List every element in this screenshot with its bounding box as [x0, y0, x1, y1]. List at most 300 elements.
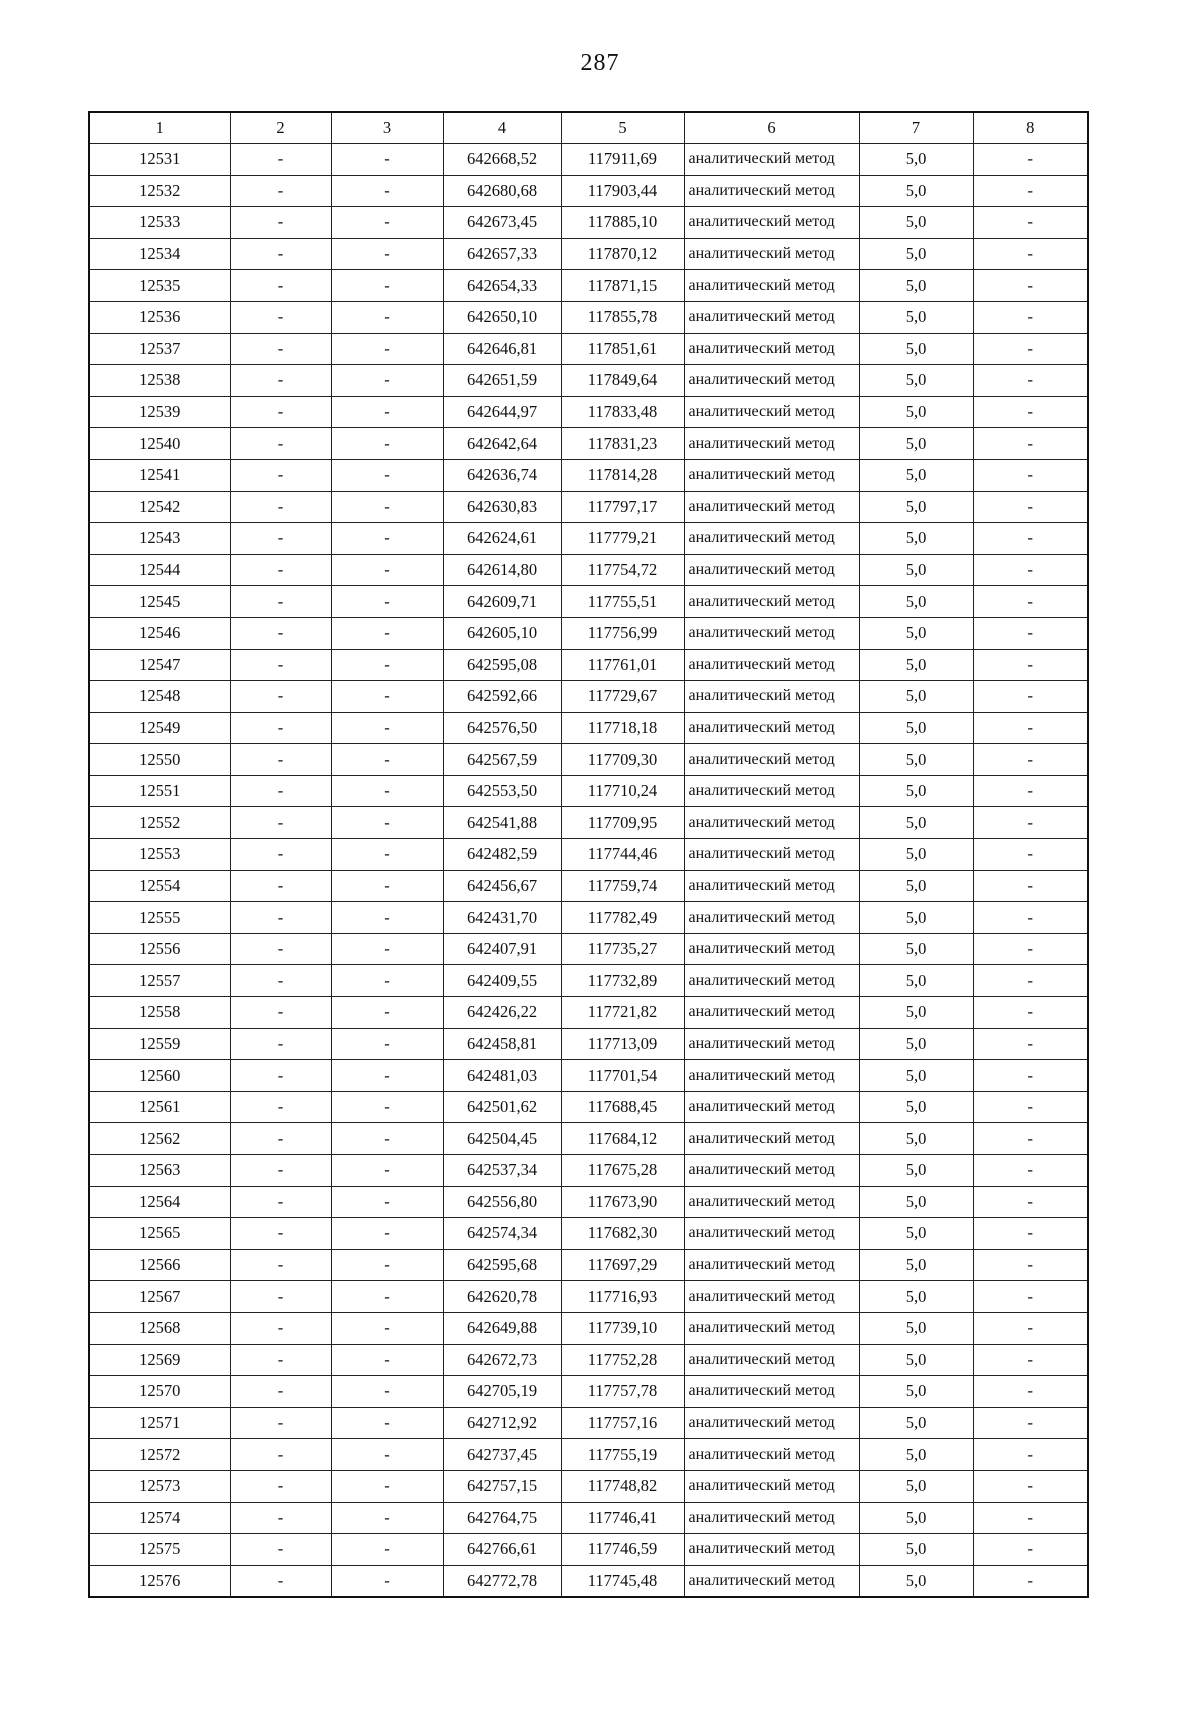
- cell-accuracy: 5,0: [859, 775, 973, 807]
- cell-coord-x: 642409,55: [443, 965, 561, 997]
- table-row: [89, 744, 1088, 776]
- cell-coord-y: 117735,27: [561, 933, 684, 965]
- cell-point-number: 12557: [89, 965, 230, 997]
- cell-accuracy: 5,0: [859, 554, 973, 586]
- cell-col-8: -: [973, 1060, 1088, 1092]
- table-row: [89, 617, 1088, 649]
- cell-coord-x: 642541,88: [443, 807, 561, 839]
- cell-col-8: -: [973, 1344, 1088, 1376]
- cell-coord-y: 117849,64: [561, 365, 684, 397]
- cell-coord-y: 117682,30: [561, 1218, 684, 1250]
- cell-col-3: -: [331, 807, 443, 839]
- cell-coord-y: 117754,72: [561, 554, 684, 586]
- coordinates-table-container: [88, 111, 1087, 1598]
- cell-col-8: -: [973, 428, 1088, 460]
- cell-col-3: -: [331, 1312, 443, 1344]
- cell-col-2: -: [230, 1407, 331, 1439]
- cell-point-number: 12560: [89, 1060, 230, 1092]
- cell-point-number: 12539: [89, 396, 230, 428]
- cell-coord-x: 642624,61: [443, 523, 561, 555]
- cell-coord-y: 117684,12: [561, 1123, 684, 1155]
- cell-col-3: -: [331, 365, 443, 397]
- table-row: [89, 1502, 1088, 1534]
- cell-method: аналитический метод: [684, 1155, 859, 1187]
- cell-accuracy: 5,0: [859, 617, 973, 649]
- cell-method: аналитический метод: [684, 175, 859, 207]
- cell-point-number: 12568: [89, 1312, 230, 1344]
- cell-method: аналитический метод: [684, 1565, 859, 1597]
- cell-col-8: -: [973, 1502, 1088, 1534]
- cell-coord-y: 117688,45: [561, 1091, 684, 1123]
- table-row: [89, 1123, 1088, 1155]
- table-row: [89, 649, 1088, 681]
- cell-col-2: -: [230, 712, 331, 744]
- cell-coord-x: 642567,59: [443, 744, 561, 776]
- cell-col-3: -: [331, 238, 443, 270]
- cell-col-8: -: [973, 870, 1088, 902]
- cell-col-8: -: [973, 1281, 1088, 1313]
- cell-method: аналитический метод: [684, 301, 859, 333]
- table-row: [89, 681, 1088, 713]
- cell-method: аналитический метод: [684, 365, 859, 397]
- table-row: [89, 1155, 1088, 1187]
- cell-col-8: -: [973, 459, 1088, 491]
- cell-coord-y: 117756,99: [561, 617, 684, 649]
- table-row: [89, 428, 1088, 460]
- cell-point-number: 12540: [89, 428, 230, 460]
- cell-accuracy: 5,0: [859, 1376, 973, 1408]
- cell-point-number: 12558: [89, 997, 230, 1029]
- cell-method: аналитический метод: [684, 459, 859, 491]
- cell-coord-x: 642426,22: [443, 997, 561, 1029]
- cell-col-8: -: [973, 523, 1088, 555]
- cell-coord-x: 642649,88: [443, 1312, 561, 1344]
- cell-accuracy: 5,0: [859, 1091, 973, 1123]
- cell-coord-x: 642673,45: [443, 207, 561, 239]
- table-row: [89, 1281, 1088, 1313]
- cell-col-3: -: [331, 1218, 443, 1250]
- cell-method: аналитический метод: [684, 1060, 859, 1092]
- column-header: 8: [973, 112, 1088, 144]
- cell-col-3: -: [331, 1123, 443, 1155]
- cell-col-3: -: [331, 775, 443, 807]
- cell-col-8: -: [973, 649, 1088, 681]
- cell-col-8: -: [973, 1407, 1088, 1439]
- cell-coord-x: 642668,52: [443, 144, 561, 176]
- cell-col-8: -: [973, 1534, 1088, 1566]
- cell-col-3: -: [331, 649, 443, 681]
- cell-col-8: -: [973, 144, 1088, 176]
- cell-col-2: -: [230, 681, 331, 713]
- cell-col-3: -: [331, 744, 443, 776]
- cell-col-3: -: [331, 681, 443, 713]
- cell-coord-x: 642431,70: [443, 902, 561, 934]
- cell-accuracy: 5,0: [859, 238, 973, 270]
- cell-col-3: -: [331, 1565, 443, 1597]
- cell-point-number: 12563: [89, 1155, 230, 1187]
- cell-accuracy: 5,0: [859, 839, 973, 871]
- table-row: [89, 1218, 1088, 1250]
- cell-col-3: -: [331, 965, 443, 997]
- cell-coord-x: 642712,92: [443, 1407, 561, 1439]
- cell-point-number: 12569: [89, 1344, 230, 1376]
- table-row: [89, 144, 1088, 176]
- table-row: [89, 207, 1088, 239]
- cell-accuracy: 5,0: [859, 365, 973, 397]
- cell-coord-y: 117833,48: [561, 396, 684, 428]
- cell-method: аналитический метод: [684, 1218, 859, 1250]
- table-row: [89, 301, 1088, 333]
- table-header-row: [89, 112, 1088, 144]
- table-row: [89, 997, 1088, 1029]
- cell-point-number: 12561: [89, 1091, 230, 1123]
- cell-point-number: 12535: [89, 270, 230, 302]
- cell-point-number: 12555: [89, 902, 230, 934]
- cell-coord-y: 117855,78: [561, 301, 684, 333]
- cell-coord-x: 642672,73: [443, 1344, 561, 1376]
- cell-col-2: -: [230, 175, 331, 207]
- cell-col-8: -: [973, 207, 1088, 239]
- cell-accuracy: 5,0: [859, 270, 973, 302]
- cell-col-2: -: [230, 744, 331, 776]
- cell-col-2: -: [230, 1218, 331, 1250]
- cell-coord-x: 642630,83: [443, 491, 561, 523]
- cell-col-2: -: [230, 649, 331, 681]
- cell-coord-y: 117746,41: [561, 1502, 684, 1534]
- cell-col-8: -: [973, 1186, 1088, 1218]
- cell-col-2: -: [230, 1502, 331, 1534]
- cell-accuracy: 5,0: [859, 1312, 973, 1344]
- cell-coord-x: 642609,71: [443, 586, 561, 618]
- cell-col-8: -: [973, 1439, 1088, 1471]
- cell-col-3: -: [331, 428, 443, 460]
- cell-method: аналитический метод: [684, 586, 859, 618]
- cell-coord-x: 642576,50: [443, 712, 561, 744]
- cell-accuracy: 5,0: [859, 207, 973, 239]
- cell-col-2: -: [230, 933, 331, 965]
- cell-col-8: -: [973, 775, 1088, 807]
- cell-coord-x: 642620,78: [443, 1281, 561, 1313]
- cell-coord-y: 117871,15: [561, 270, 684, 302]
- page-number: 287: [580, 50, 620, 76]
- table-row: [89, 712, 1088, 744]
- cell-col-8: -: [973, 1155, 1088, 1187]
- cell-col-2: -: [230, 1470, 331, 1502]
- cell-coord-y: 117755,19: [561, 1439, 684, 1471]
- cell-method: аналитический метод: [684, 1281, 859, 1313]
- table-row: [89, 1376, 1088, 1408]
- cell-col-3: -: [331, 1376, 443, 1408]
- cell-col-2: -: [230, 554, 331, 586]
- cell-col-8: -: [973, 807, 1088, 839]
- cell-accuracy: 5,0: [859, 491, 973, 523]
- cell-col-2: -: [230, 1312, 331, 1344]
- cell-coord-y: 117748,82: [561, 1470, 684, 1502]
- table-row: [89, 1028, 1088, 1060]
- cell-col-8: -: [973, 1470, 1088, 1502]
- table-row: [89, 1407, 1088, 1439]
- cell-accuracy: 5,0: [859, 1155, 973, 1187]
- cell-col-2: -: [230, 301, 331, 333]
- cell-accuracy: 5,0: [859, 870, 973, 902]
- cell-accuracy: 5,0: [859, 1344, 973, 1376]
- cell-coord-x: 642646,81: [443, 333, 561, 365]
- cell-method: аналитический метод: [684, 965, 859, 997]
- cell-coord-x: 642595,68: [443, 1249, 561, 1281]
- cell-accuracy: 5,0: [859, 1186, 973, 1218]
- cell-col-3: -: [331, 459, 443, 491]
- cell-method: аналитический метод: [684, 997, 859, 1029]
- cell-coord-x: 642456,67: [443, 870, 561, 902]
- cell-coord-x: 642757,15: [443, 1470, 561, 1502]
- cell-col-2: -: [230, 396, 331, 428]
- cell-accuracy: 5,0: [859, 649, 973, 681]
- cell-method: аналитический метод: [684, 744, 859, 776]
- cell-accuracy: 5,0: [859, 1565, 973, 1597]
- cell-col-2: -: [230, 523, 331, 555]
- cell-method: аналитический метод: [684, 554, 859, 586]
- cell-method: аналитический метод: [684, 1439, 859, 1471]
- cell-method: аналитический метод: [684, 1376, 859, 1408]
- cell-accuracy: 5,0: [859, 586, 973, 618]
- table-row: [89, 1312, 1088, 1344]
- cell-coord-x: 642458,81: [443, 1028, 561, 1060]
- cell-coord-y: 117716,93: [561, 1281, 684, 1313]
- table-row: [89, 870, 1088, 902]
- cell-coord-x: 642657,33: [443, 238, 561, 270]
- cell-col-8: -: [973, 301, 1088, 333]
- cell-accuracy: 5,0: [859, 681, 973, 713]
- cell-col-8: -: [973, 1028, 1088, 1060]
- cell-coord-x: 642651,59: [443, 365, 561, 397]
- cell-point-number: 12550: [89, 744, 230, 776]
- cell-col-3: -: [331, 1155, 443, 1187]
- cell-coord-y: 117759,74: [561, 870, 684, 902]
- cell-col-2: -: [230, 491, 331, 523]
- cell-coord-x: 642737,45: [443, 1439, 561, 1471]
- cell-point-number: 12554: [89, 870, 230, 902]
- cell-accuracy: 5,0: [859, 1281, 973, 1313]
- cell-coord-x: 642501,62: [443, 1091, 561, 1123]
- cell-method: аналитический метод: [684, 617, 859, 649]
- cell-point-number: 12553: [89, 839, 230, 871]
- cell-method: аналитический метод: [684, 1534, 859, 1566]
- cell-col-2: -: [230, 1091, 331, 1123]
- cell-method: аналитический метод: [684, 649, 859, 681]
- cell-coord-y: 117797,17: [561, 491, 684, 523]
- cell-point-number: 12565: [89, 1218, 230, 1250]
- cell-col-8: -: [973, 365, 1088, 397]
- cell-col-3: -: [331, 1502, 443, 1534]
- cell-method: аналитический метод: [684, 1186, 859, 1218]
- column-header: 5: [561, 112, 684, 144]
- cell-col-3: -: [331, 1091, 443, 1123]
- cell-coord-y: 117732,89: [561, 965, 684, 997]
- table-row: [89, 1060, 1088, 1092]
- column-header: 7: [859, 112, 973, 144]
- cell-coord-y: 117675,28: [561, 1155, 684, 1187]
- cell-col-2: -: [230, 207, 331, 239]
- cell-point-number: 12536: [89, 301, 230, 333]
- cell-col-8: -: [973, 491, 1088, 523]
- cell-col-8: -: [973, 175, 1088, 207]
- cell-point-number: 12541: [89, 459, 230, 491]
- cell-col-3: -: [331, 586, 443, 618]
- table-row: [89, 807, 1088, 839]
- cell-col-2: -: [230, 428, 331, 460]
- cell-col-8: -: [973, 839, 1088, 871]
- cell-method: аналитический метод: [684, 1312, 859, 1344]
- cell-coord-x: 642605,10: [443, 617, 561, 649]
- cell-col-8: -: [973, 1218, 1088, 1250]
- cell-coord-y: 117673,90: [561, 1186, 684, 1218]
- cell-col-3: -: [331, 712, 443, 744]
- cell-method: аналитический метод: [684, 870, 859, 902]
- cell-method: аналитический метод: [684, 333, 859, 365]
- cell-point-number: 12548: [89, 681, 230, 713]
- cell-point-number: 12546: [89, 617, 230, 649]
- cell-accuracy: 5,0: [859, 175, 973, 207]
- cell-col-3: -: [331, 933, 443, 965]
- cell-point-number: 12566: [89, 1249, 230, 1281]
- table-body: [89, 144, 1088, 1598]
- cell-point-number: 12571: [89, 1407, 230, 1439]
- cell-coord-x: 642680,68: [443, 175, 561, 207]
- table-row: [89, 586, 1088, 618]
- cell-coord-y: 117755,51: [561, 586, 684, 618]
- cell-accuracy: 5,0: [859, 1502, 973, 1534]
- cell-coord-x: 642481,03: [443, 1060, 561, 1092]
- cell-col-3: -: [331, 396, 443, 428]
- coordinates-table: [88, 111, 1089, 1598]
- cell-col-2: -: [230, 902, 331, 934]
- cell-coord-y: 117870,12: [561, 238, 684, 270]
- cell-coord-x: 642650,10: [443, 301, 561, 333]
- cell-col-3: -: [331, 997, 443, 1029]
- cell-point-number: 12575: [89, 1534, 230, 1566]
- table-row: [89, 1565, 1088, 1597]
- cell-accuracy: 5,0: [859, 144, 973, 176]
- cell-col-2: -: [230, 1281, 331, 1313]
- cell-accuracy: 5,0: [859, 428, 973, 460]
- table-row: [89, 491, 1088, 523]
- cell-col-3: -: [331, 870, 443, 902]
- table-row: [89, 965, 1088, 997]
- cell-point-number: 12564: [89, 1186, 230, 1218]
- cell-coord-y: 117851,61: [561, 333, 684, 365]
- cell-coord-x: 642504,45: [443, 1123, 561, 1155]
- cell-coord-y: 117721,82: [561, 997, 684, 1029]
- cell-col-3: -: [331, 333, 443, 365]
- cell-coord-y: 117744,46: [561, 839, 684, 871]
- cell-coord-y: 117701,54: [561, 1060, 684, 1092]
- cell-point-number: 12573: [89, 1470, 230, 1502]
- cell-coord-y: 117782,49: [561, 902, 684, 934]
- cell-col-8: -: [973, 1312, 1088, 1344]
- cell-col-8: -: [973, 270, 1088, 302]
- cell-col-3: -: [331, 1281, 443, 1313]
- cell-point-number: 12542: [89, 491, 230, 523]
- cell-col-3: -: [331, 1186, 443, 1218]
- cell-coord-x: 642766,61: [443, 1534, 561, 1566]
- table-row: [89, 1091, 1088, 1123]
- table-row: [89, 238, 1088, 270]
- table-row: [89, 333, 1088, 365]
- cell-coord-y: 117746,59: [561, 1534, 684, 1566]
- cell-point-number: 12551: [89, 775, 230, 807]
- cell-col-3: -: [331, 1028, 443, 1060]
- cell-coord-y: 117903,44: [561, 175, 684, 207]
- cell-col-3: -: [331, 1344, 443, 1376]
- cell-col-3: -: [331, 902, 443, 934]
- cell-col-8: -: [973, 617, 1088, 649]
- cell-point-number: 12567: [89, 1281, 230, 1313]
- cell-col-2: -: [230, 270, 331, 302]
- cell-col-8: -: [973, 1091, 1088, 1123]
- cell-col-2: -: [230, 1123, 331, 1155]
- cell-method: аналитический метод: [684, 1091, 859, 1123]
- cell-coord-y: 117752,28: [561, 1344, 684, 1376]
- cell-col-8: -: [973, 681, 1088, 713]
- cell-coord-x: 642636,74: [443, 459, 561, 491]
- cell-coord-x: 642574,34: [443, 1218, 561, 1250]
- cell-method: аналитический метод: [684, 807, 859, 839]
- cell-col-2: -: [230, 1534, 331, 1566]
- cell-coord-x: 642654,33: [443, 270, 561, 302]
- cell-coord-y: 117718,18: [561, 712, 684, 744]
- cell-point-number: 12552: [89, 807, 230, 839]
- cell-accuracy: 5,0: [859, 807, 973, 839]
- table-row: [89, 396, 1088, 428]
- cell-accuracy: 5,0: [859, 333, 973, 365]
- cell-coord-x: 642556,80: [443, 1186, 561, 1218]
- cell-coord-y: 117757,78: [561, 1376, 684, 1408]
- cell-col-8: -: [973, 1123, 1088, 1155]
- cell-point-number: 12562: [89, 1123, 230, 1155]
- table-row: [89, 459, 1088, 491]
- cell-col-8: -: [973, 238, 1088, 270]
- cell-col-2: -: [230, 1376, 331, 1408]
- cell-col-2: -: [230, 1155, 331, 1187]
- table-row: [89, 1249, 1088, 1281]
- cell-coord-x: 642537,34: [443, 1155, 561, 1187]
- table-row: [89, 839, 1088, 871]
- cell-col-3: -: [331, 491, 443, 523]
- cell-coord-y: 117745,48: [561, 1565, 684, 1597]
- cell-col-3: -: [331, 175, 443, 207]
- cell-point-number: 12543: [89, 523, 230, 555]
- cell-accuracy: 5,0: [859, 902, 973, 934]
- table-row: [89, 554, 1088, 586]
- table-row: [89, 933, 1088, 965]
- cell-method: аналитический метод: [684, 1123, 859, 1155]
- cell-method: аналитический метод: [684, 491, 859, 523]
- cell-method: аналитический метод: [684, 523, 859, 555]
- cell-coord-y: 117779,21: [561, 523, 684, 555]
- cell-method: аналитический метод: [684, 775, 859, 807]
- cell-col-2: -: [230, 1344, 331, 1376]
- cell-col-3: -: [331, 1534, 443, 1566]
- cell-coord-y: 117729,67: [561, 681, 684, 713]
- cell-method: аналитический метод: [684, 428, 859, 460]
- cell-accuracy: 5,0: [859, 523, 973, 555]
- column-header: 4: [443, 112, 561, 144]
- cell-coord-y: 117885,10: [561, 207, 684, 239]
- cell-col-8: -: [973, 902, 1088, 934]
- cell-accuracy: 5,0: [859, 1028, 973, 1060]
- cell-col-3: -: [331, 839, 443, 871]
- cell-method: аналитический метод: [684, 933, 859, 965]
